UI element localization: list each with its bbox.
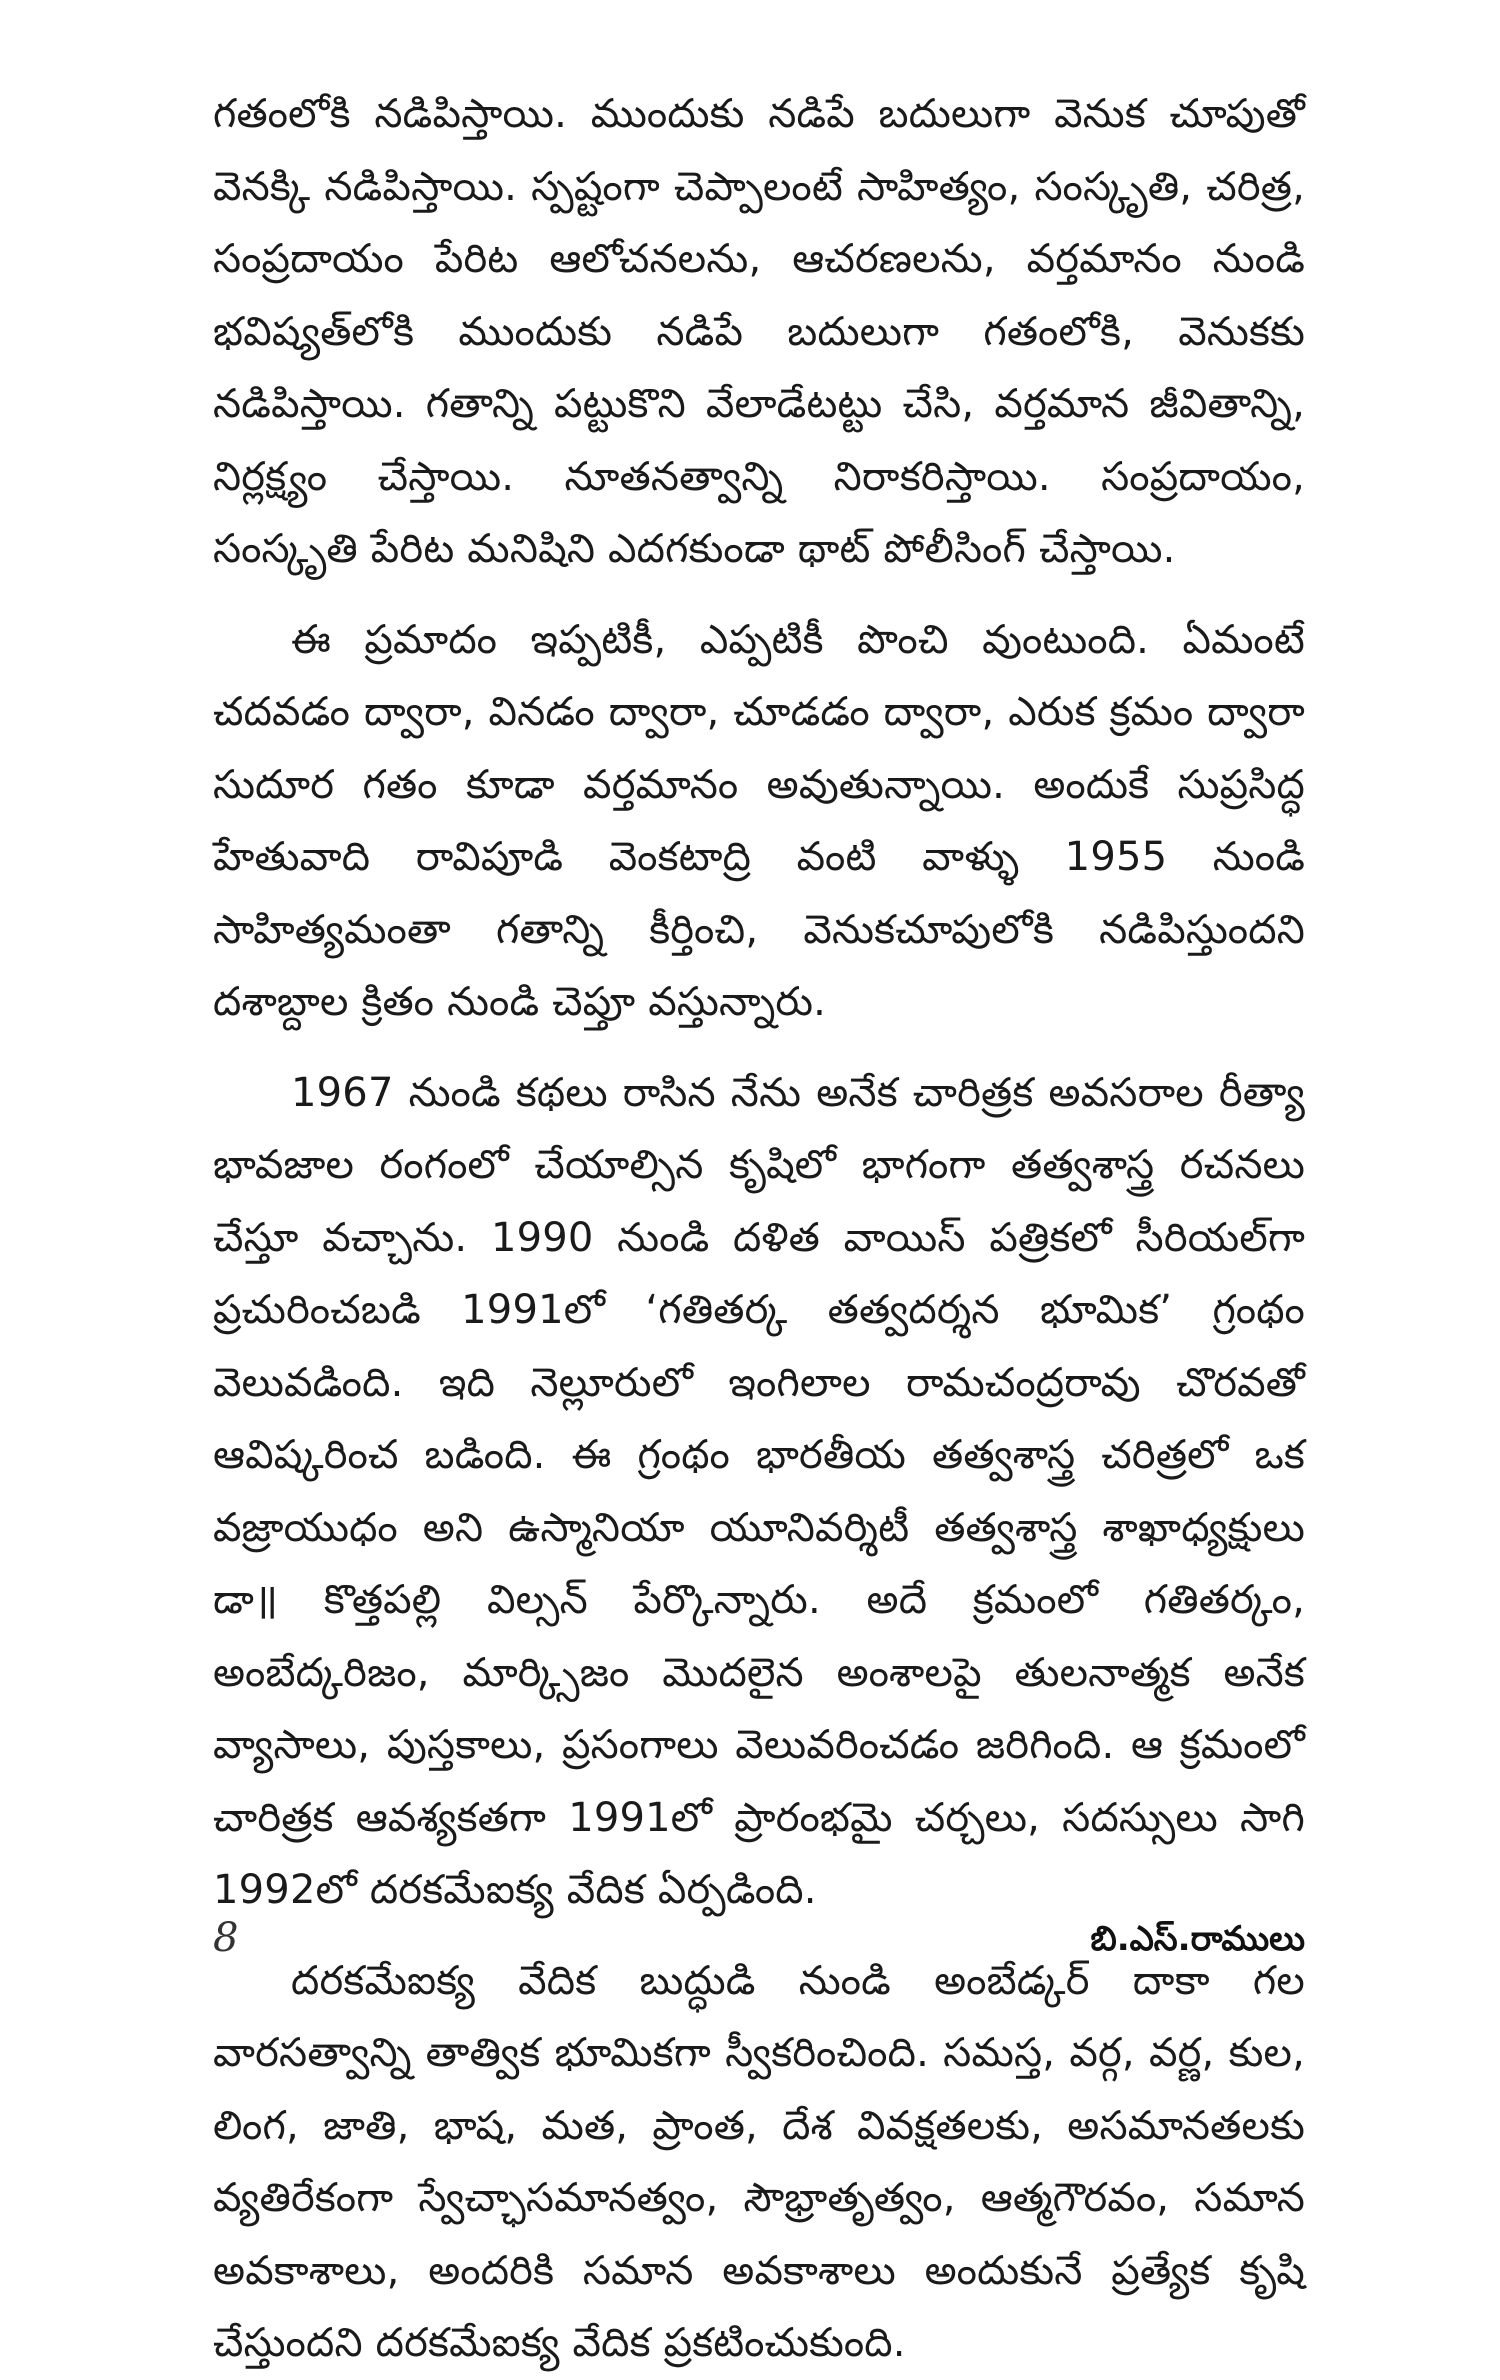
paragraph-4: దరకమేఐక్య వేదిక బుద్ధుడి నుండి అంబేడ్కర్ దాకా గల వారసత్వాన్ని తాత్విక భూమికగా స్వీకరించింది. సమస్త, వర్గ, వర్ణ, కుల, లింగ, జాతి, భాష, మత, ప్రాంత, దేశ వివక్షతలకు, అసమానతలకు వ్యతిరేకంగా స్వేచ్ఛాసమానత్వం, సౌభ్రాతృత్వం, ఆత్మగౌరవం, సమాన అవకాశాలు, అందరికి సమాన అవకాశాలు అందుకునే ప్రత్యేక కృషి చేస్తుందని దరకమేఐక్య వేదిక ప్రకటించుకుంది. (213, 1957, 1305, 2366)
paragraph-1: గతంలోకి నడిపిస్తాయి. ముందుకు నడిపే బదులుగా వెనుక చూపుతో వెనక్కి నడిపిస్తాయి. స్పష్టంగా చెప్పాలంటే సాహిత్యం, సంస్కృతి, చరిత్ర, సంప్రదాయం పేరిట ఆలోచనలను, ఆచరణలను, వర్తమానం నుండి భవిష్యత్‌లోకి ముందుకు నడిపే బదులుగా గతంలోకి, వెనుకకు నడిపిస్తాయి. గతాన్ని పట్టుకొని వేలాడేటట్టు చేసి, వర్తమాన జీవితాన్ని, నిర్లక్ష్యం చేస్తాయి. నూతనత్వాన్ని నిరాకరిస్తాయి. సంప్రదాయం, సంస్కృతి పేరిట మనిషిని ఎదగకుండా థాట్ పోలీసింగ్ చేస్తాయి. (213, 91, 1305, 572)
paragraph-3: 1967 నుండి కథలు రాసిన నేను అనేక చారిత్రక అవసరాల రీత్యా భావజాల రంగంలో చేయాల్సిన కృషిలో భాగంగా తత్వశాస్త్ర రచనలు చేస్తూ వచ్చాను. 1990 నుండి దళిత వాయిస్ పత్రికలో సీరియల్‌గా ప్రచురించబడి 1991లో ‘గతితర్క తత్వదర్శన భూమిక’ గ్రంథం వెలువడింది. ఇది నెల్లూరులో ఇంగిలాల రామచంద్రరావు చొరవతో ఆవిష్కరించ బడింది. ఈ గ్రంథం భారతీయ తత్వశాస్త్ర చరిత్రలో ఒక వజ్రాయుధం అని ఉస్మానియా యూనివర్శిటీ తత్వశాస్త్ర శాఖాధ్యక్షులు డా॥ కొత్తపల్లి విల్సన్ పేర్కొన్నారు. అదే క్రమంలో గతితర్కం, అంబేద్కరిజం, మార్క్సిజం మొదలైన అంశాలపై తులనాత్మక అనేక వ్యాసాలు, పుస్తకాలు, ప్రసంగాలు వెలువరించడం జరిగింది. ఆ క్రమంలో చారిత్రక ఆవశ్యకతగా 1991లో ప్రారంభమై చర్చలు, సదస్సులు సాగి 1992లో దరకమేఐక్య వేదిక ఏర్పడింది. (213, 1069, 1305, 1913)
paragraph-2: ఈ ప్రమాదం ఇప్పటికీ, ఎప్పటికీ పొంచి వుంటుంది. ఏమంటే చదవడం ద్వారా, వినడం ద్వారా, చూడడం ద్వారా, ఎరుక క్రమం ద్వారా సుదూర గతం కూడా వర్తమానం అవుతున్నాయి. అందుకే సుప్రసిద్ధ హేతువాది రావిపూడి వెంకటాద్రి వంటి వాళ్ళు 1955 నుండి సాహిత్యమంతా గతాన్ని కీర్తించి, వెనుకచూపులోకి నడిపిస్తుందని దశాబ్దాల క్రితం నుండి చెప్తూ వస్తున్నారు. (213, 616, 1305, 1025)
author-name: బి.ఎస్.రాములు (1090, 1919, 1305, 1959)
page-footer (213, 1915, 1305, 1975)
page-number: 8 (213, 1915, 239, 1961)
